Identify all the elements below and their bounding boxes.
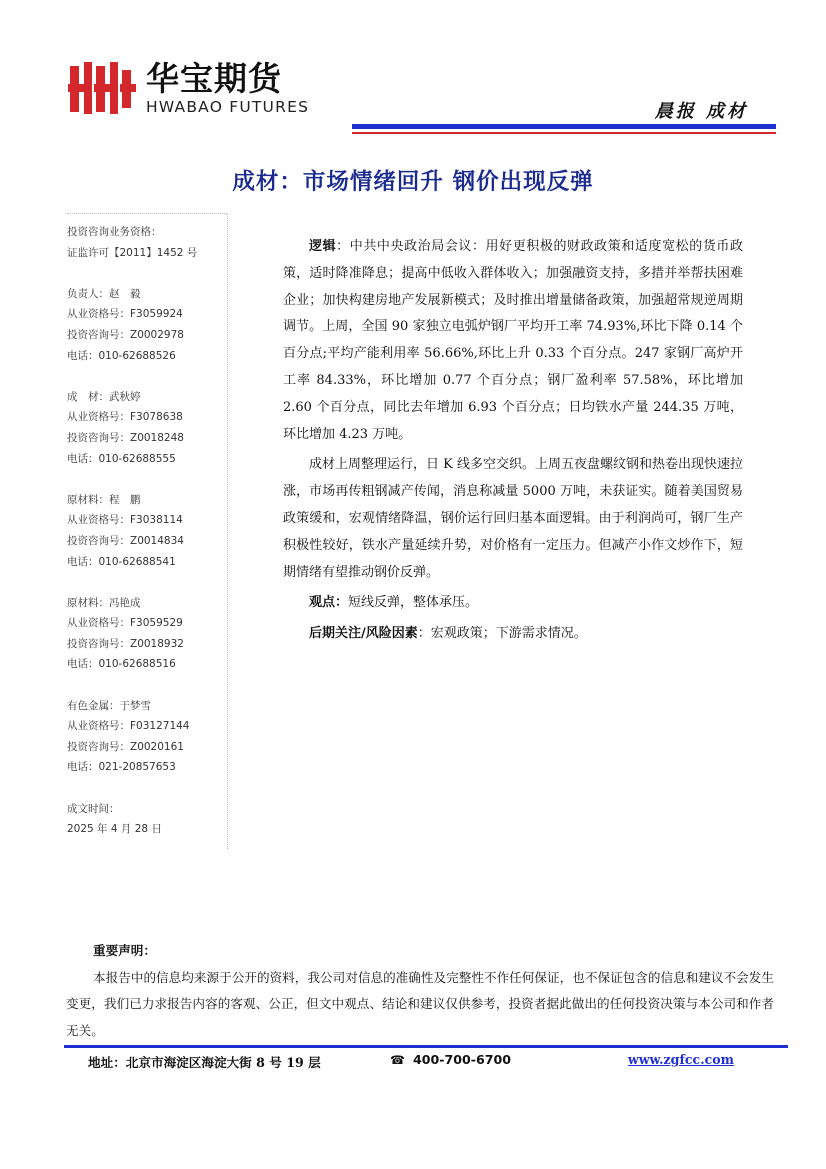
phone-icon: ☎ — [390, 1053, 405, 1067]
contact-block — [67, 696, 227, 778]
contact-license: 从业资格号：F03127144 — [67, 720, 190, 733]
report-title: 成材：市场情绪回升 钢价出现反弹 — [232, 169, 594, 195]
footer-address: 地址：北京市海淀区海淀大街 8 号 19 层 — [88, 1055, 321, 1070]
analyst-sidebar — [67, 213, 227, 840]
disclaimer-section — [66, 940, 774, 1044]
contact-license: 从业资格号：F3059529 — [67, 617, 183, 630]
contact-name: 原材料：程 鹏 — [67, 493, 141, 506]
logo-chinese-name: 华宝期货 — [146, 59, 282, 98]
qualification-label: 投资咨询业务资格： — [67, 226, 162, 238]
contact-consult-id: 投资咨询号：Z0018248 — [67, 431, 184, 444]
contact-consult-id: 投资咨询号：Z0002978 — [67, 328, 184, 341]
header-rule-red — [352, 132, 776, 134]
contact-phone: 电话：010-62688516 — [67, 658, 176, 671]
logic-text: ：中共中央政治局会议：用好更积极的财政政策和适度宽松的货币政策，适时降准降息；提高中低收入群体收入；加强融资支持，多措并举帮扶困难企业；加快构建房地产发展新模式；及时推出增量储备政策，加强超常规逆周期调节。上周，全国 90 家独立电弧炉钢厂平均开工率 74.93%,环比下降 0.14 个百分点;平均产能利用率 56.66%,环比上升 0.33 个百分点。247 家钢厂高炉开工率 84.33%，环比增加 0.77 个百分点；钢厂盈利率 57.58%，环比增加 2.60 个百分点，同比去年增加 6.93 个百分点；日均铁水产量 244.35 万吨，环比增加 4.23 万吨。 — [283, 239, 743, 442]
hwabao-logo-mark — [66, 60, 138, 118]
contact-phone: 电话：010-62688526 — [67, 349, 176, 362]
footer-website-link[interactable]: www.zgfcc.com — [627, 1052, 734, 1067]
view-label: 观点： — [309, 595, 349, 611]
logic-paragraph — [283, 234, 743, 448]
disclaimer-title: 重要声明： — [93, 943, 156, 958]
contact-license: 从业资格号：F3059924 — [67, 308, 183, 321]
footer-phone — [390, 1052, 511, 1067]
contact-license: 从业资格号：F3038114 — [67, 514, 183, 527]
contact-phone: 电话：010-62688541 — [67, 555, 176, 568]
contact-block — [67, 387, 227, 469]
report-body — [283, 234, 743, 648]
footer-rule — [64, 1045, 788, 1048]
contact-consult-id: 投资咨询号：Z0018932 — [67, 637, 184, 650]
risk-label: 后期关注/风险因素 — [309, 626, 418, 642]
report-date: 2025 年 4 月 28 日 — [67, 823, 162, 836]
contact-phone: 电话：010-62688555 — [67, 452, 176, 465]
disclaimer-text: 本报告中的信息均来源于公开的资料，我公司对信息的准确性及完整性不作任何保证，也不保证包含的信息和建议不会发生变更，我们已力求报告内容的客观、公正，但文中观点、结论和建议仅供参考，投资者据此做出的任何投资决策与本公司和作者无关。 — [66, 970, 774, 1038]
qualification-license: 证监许可【2011】1452 号 — [67, 246, 198, 259]
contact-name: 有色金属：于梦雪 — [67, 699, 151, 712]
contact-phone: 电话：021-20857653 — [67, 761, 176, 774]
contact-name: 成 材：武秋婷 — [67, 390, 141, 403]
contact-consult-id: 投资咨询号：Z0014834 — [67, 534, 184, 547]
contact-consult-id: 投资咨询号：Z0020161 — [67, 740, 184, 753]
contact-license: 从业资格号：F3078638 — [67, 411, 183, 424]
logic-label: 逻辑 — [309, 239, 337, 254]
header-rule-blue — [352, 124, 776, 129]
page-footer — [88, 1052, 734, 1072]
market-paragraph: 成材上周整理运行，日 K 线多空交织。上周五夜盘螺纹钢和热卷出现快速拉涨，市场再传粗钢减产传闻，消息称减量 5000 万吨，未获证实。随着美国贸易政策缓和，宏观情绪降温，钢价运行回归基本面逻辑。由于利润尚可，钢厂生产积极性较好，铁水产量延续升势，对价格有一定压力。但减产小作文炒作下，短期情绪有望推动钢价反弹。 — [283, 457, 743, 580]
contact-block — [67, 284, 227, 366]
contact-block — [67, 490, 227, 572]
logo-english-name: HWABAO FUTURES — [146, 98, 310, 116]
report-type-label: 晨报 成材 — [654, 101, 748, 122]
contact-name: 负责人：赵 毅 — [67, 287, 141, 300]
view-text: 短线反弹，整体承压。 — [348, 595, 479, 611]
footer-phone-number: 400-700-6700 — [412, 1052, 512, 1067]
contact-block — [67, 593, 227, 675]
company-logo — [66, 60, 316, 118]
date-label: 成文时间： — [67, 802, 120, 815]
view-paragraph — [283, 590, 743, 617]
risk-paragraph — [283, 621, 743, 648]
contact-name: 原材料：冯艳成 — [67, 596, 141, 609]
risk-text: ：宏观政策；下游需求情况。 — [417, 626, 587, 642]
sidebar-divider — [227, 214, 228, 849]
